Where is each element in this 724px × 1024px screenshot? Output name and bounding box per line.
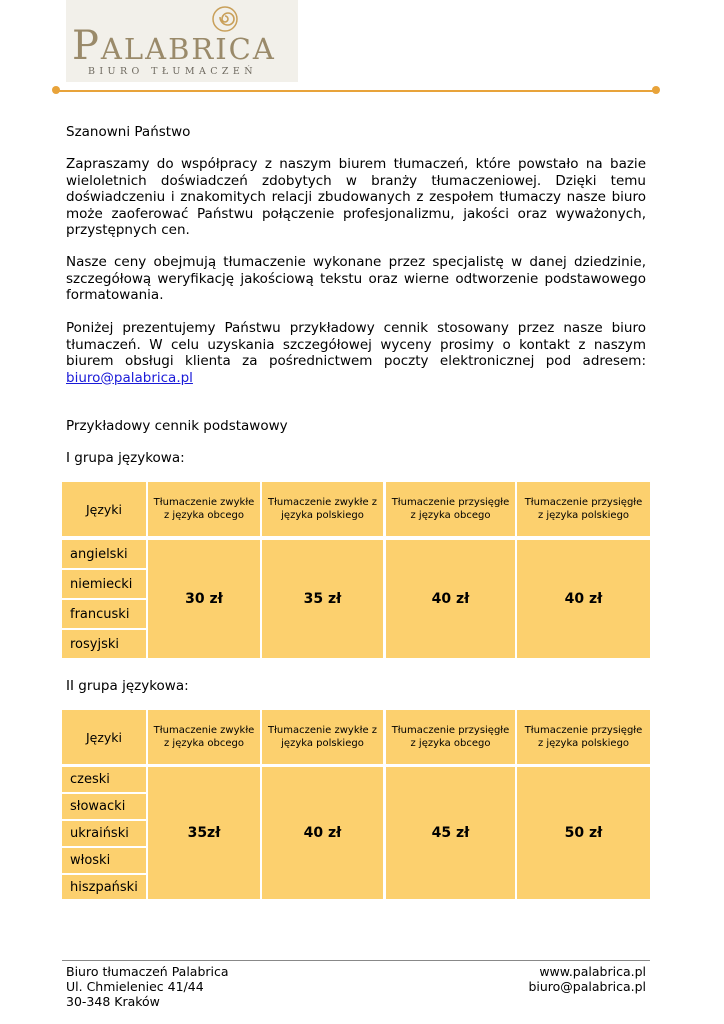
table-header-languages: Języki xyxy=(62,482,146,536)
price-cell: 45 zł xyxy=(386,767,515,899)
logo-subtitle: BIURO TŁUMACZEŃ xyxy=(88,66,257,77)
footer-email-link[interactable]: biuro@palabrica.pl xyxy=(528,979,646,994)
price-cell: 40 zł xyxy=(262,767,383,899)
language-cell: rosyjski xyxy=(62,630,146,658)
price-cell: 35zł xyxy=(148,767,260,899)
table-header-col1: Tłumaczenie zwykłe z języka obcego xyxy=(148,482,260,536)
footer-street: Ul. Chmieleniec 41/44 xyxy=(66,979,204,994)
footer-address xyxy=(66,964,229,1009)
language-cell: hiszpański xyxy=(62,875,146,899)
intro-paragraph: Zapraszamy do współpracy z naszym biurem tłumaczeń, które powstało na bazie wieloletnich doświadczeń zdobytych w branży tłumaczeniowej. Dzięki temu doświadczeniu i znakomitych relacji zbudowanych z zespołem tłumaczy nasze biuro może zaoferować Państwu połączenie profesjonalizmu, jakości oraz wyważonych, przystępnych cen. xyxy=(66,156,646,238)
greeting: Szanowni Państwo xyxy=(66,124,191,140)
divider-dot-left xyxy=(52,86,60,94)
language-cell: słowacki xyxy=(62,794,146,819)
group1-title: I grupa językowa: xyxy=(66,450,185,466)
pricelist-title: Przykładowy cennik podstawowy xyxy=(66,418,288,434)
contact-paragraph: Poniżej prezentujemy Państwu przykładowy cennik stosowany przez nasze biuro tłumaczeń. W celu uzyskania szczegółowej wyceny prosimy o kontakt z naszym biurem obsługi klienta za pośrednictwem poczty elektronicznej pod adresem: biuro@palabrica.pl xyxy=(66,320,646,386)
footer-divider xyxy=(62,960,650,961)
language-cell: ukraiński xyxy=(62,821,146,846)
table-header-col2: Tłumaczenie zwykłe z języka polskiego xyxy=(262,482,383,536)
price-cell: 40 zł xyxy=(517,540,650,658)
divider-dot-right xyxy=(652,86,660,94)
language-cell: angielski xyxy=(62,540,146,568)
table-header-col2: Tłumaczenie zwykłe z języka polskiego xyxy=(262,710,383,764)
logo-wordmark: PALABRICA xyxy=(72,23,276,69)
footer-city: 30-348 Kraków xyxy=(66,994,160,1009)
company-logo xyxy=(66,0,298,82)
footer-contact xyxy=(528,964,646,994)
price-cell: 35 zł xyxy=(262,540,383,658)
header-divider xyxy=(54,90,658,92)
table-header-col4: Tłumaczenie przysięgłe z języka polskiego xyxy=(517,482,650,536)
table-header-languages: Języki xyxy=(62,710,146,764)
footer-company: Biuro tłumaczeń Palabrica xyxy=(66,964,229,979)
table-header-col3: Tłumaczenie przysięgłe z języka obcego xyxy=(386,710,515,764)
price-cell: 50 zł xyxy=(517,767,650,899)
language-cell: włoski xyxy=(62,848,146,873)
contact-email-link[interactable]: biuro@palabrica.pl xyxy=(66,369,193,386)
pricing-scope-paragraph: Nasze ceny obejmują tłumaczenie wykonane przez specjalistę w danej dziedzinie, szczegółową weryfikację jakościową tekstu oraz wierne odtworzenie podstawowego formatowania. xyxy=(66,254,646,303)
table-header-col1: Tłumaczenie zwykłe z języka obcego xyxy=(148,710,260,764)
table-header-col4: Tłumaczenie przysięgłe z języka polskiego xyxy=(517,710,650,764)
language-cell: niemiecki xyxy=(62,570,146,598)
price-cell: 30 zł xyxy=(148,540,260,658)
language-cell: czeski xyxy=(62,767,146,792)
language-cell: francuski xyxy=(62,600,146,628)
group2-title: II grupa językowa: xyxy=(66,678,189,694)
footer-website-link[interactable]: www.palabrica.pl xyxy=(539,964,646,979)
table-header-col3: Tłumaczenie przysięgłe z języka obcego xyxy=(386,482,515,536)
price-cell: 40 zł xyxy=(386,540,515,658)
